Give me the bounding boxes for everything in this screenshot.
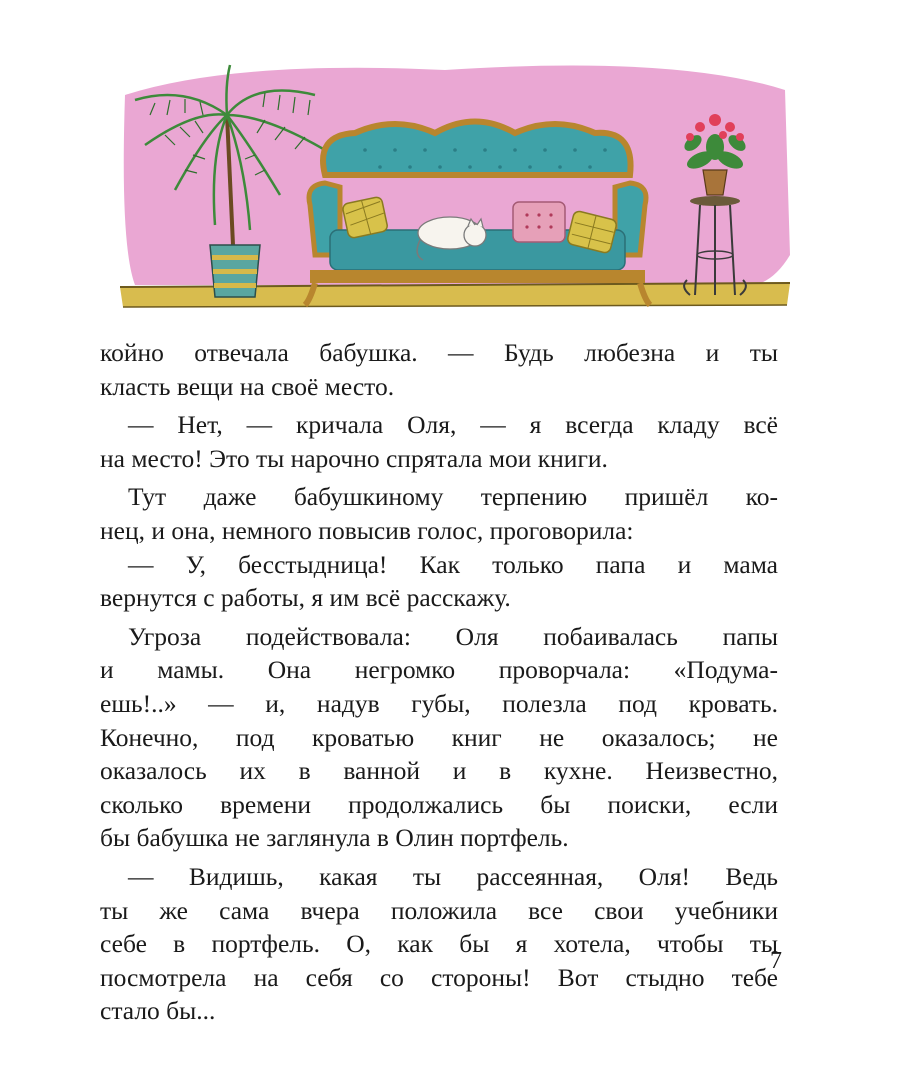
- text-line-17: ты же сама вчера положила все свои учебники: [100, 895, 778, 925]
- page-number: 7: [770, 948, 782, 974]
- text-line-2: класть вещи на своё место.: [100, 371, 395, 401]
- text-line-10: и мамы. Она негромко проворчала: «Подума-: [100, 655, 778, 685]
- text-line-19: посмотрела на себя со стороны! Вот стыдно тебе: [100, 962, 778, 992]
- text-line-15: бы бабушка не заглянула в Олин портфель.: [100, 823, 569, 853]
- text-line-6: нец, и она, немного повысив голос, проговорила:: [100, 515, 634, 545]
- story-text: [100, 336, 778, 1028]
- text-line-20: стало бы...: [100, 996, 216, 1026]
- text-line-18: себе в портфель. О, как бы я хотела, чтобы ты: [100, 929, 778, 959]
- illustration-living-room: [115, 55, 795, 320]
- text-line-13: оказалось их в ванной и в кухне. Неизвестно,: [100, 756, 778, 786]
- text-line-4: на место! Это ты нарочно спрятала мои книги.: [100, 443, 608, 473]
- text-line-11: ешь!..» — и, надув губы, полезла под кровать.: [100, 688, 778, 718]
- text-line-1: койно отвечала бабушка. — Будь любезна и ты: [100, 338, 778, 367]
- text-line-3: — Нет, — кричала Оля, — я всегда кладу всё: [128, 410, 778, 440]
- text-line-8: вернутся с работы, я им всё расскажу.: [100, 583, 511, 613]
- text-line-14: сколько времени продолжались бы поиски, если: [100, 789, 778, 819]
- text-line-9: Угроза подействовала: Оля побаивалась папы: [128, 621, 778, 651]
- text-line-16: — Видишь, какая ты рассеянная, Оля! Ведь: [128, 861, 778, 891]
- text-line-7: — У, бесстыдница! Как только папа и мама: [128, 549, 778, 579]
- text-line-5: Тут даже бабушкиному терпению пришёл ко-: [128, 482, 778, 512]
- text-line-12: Конечно, под кроватью книг не оказалось; не: [100, 722, 778, 752]
